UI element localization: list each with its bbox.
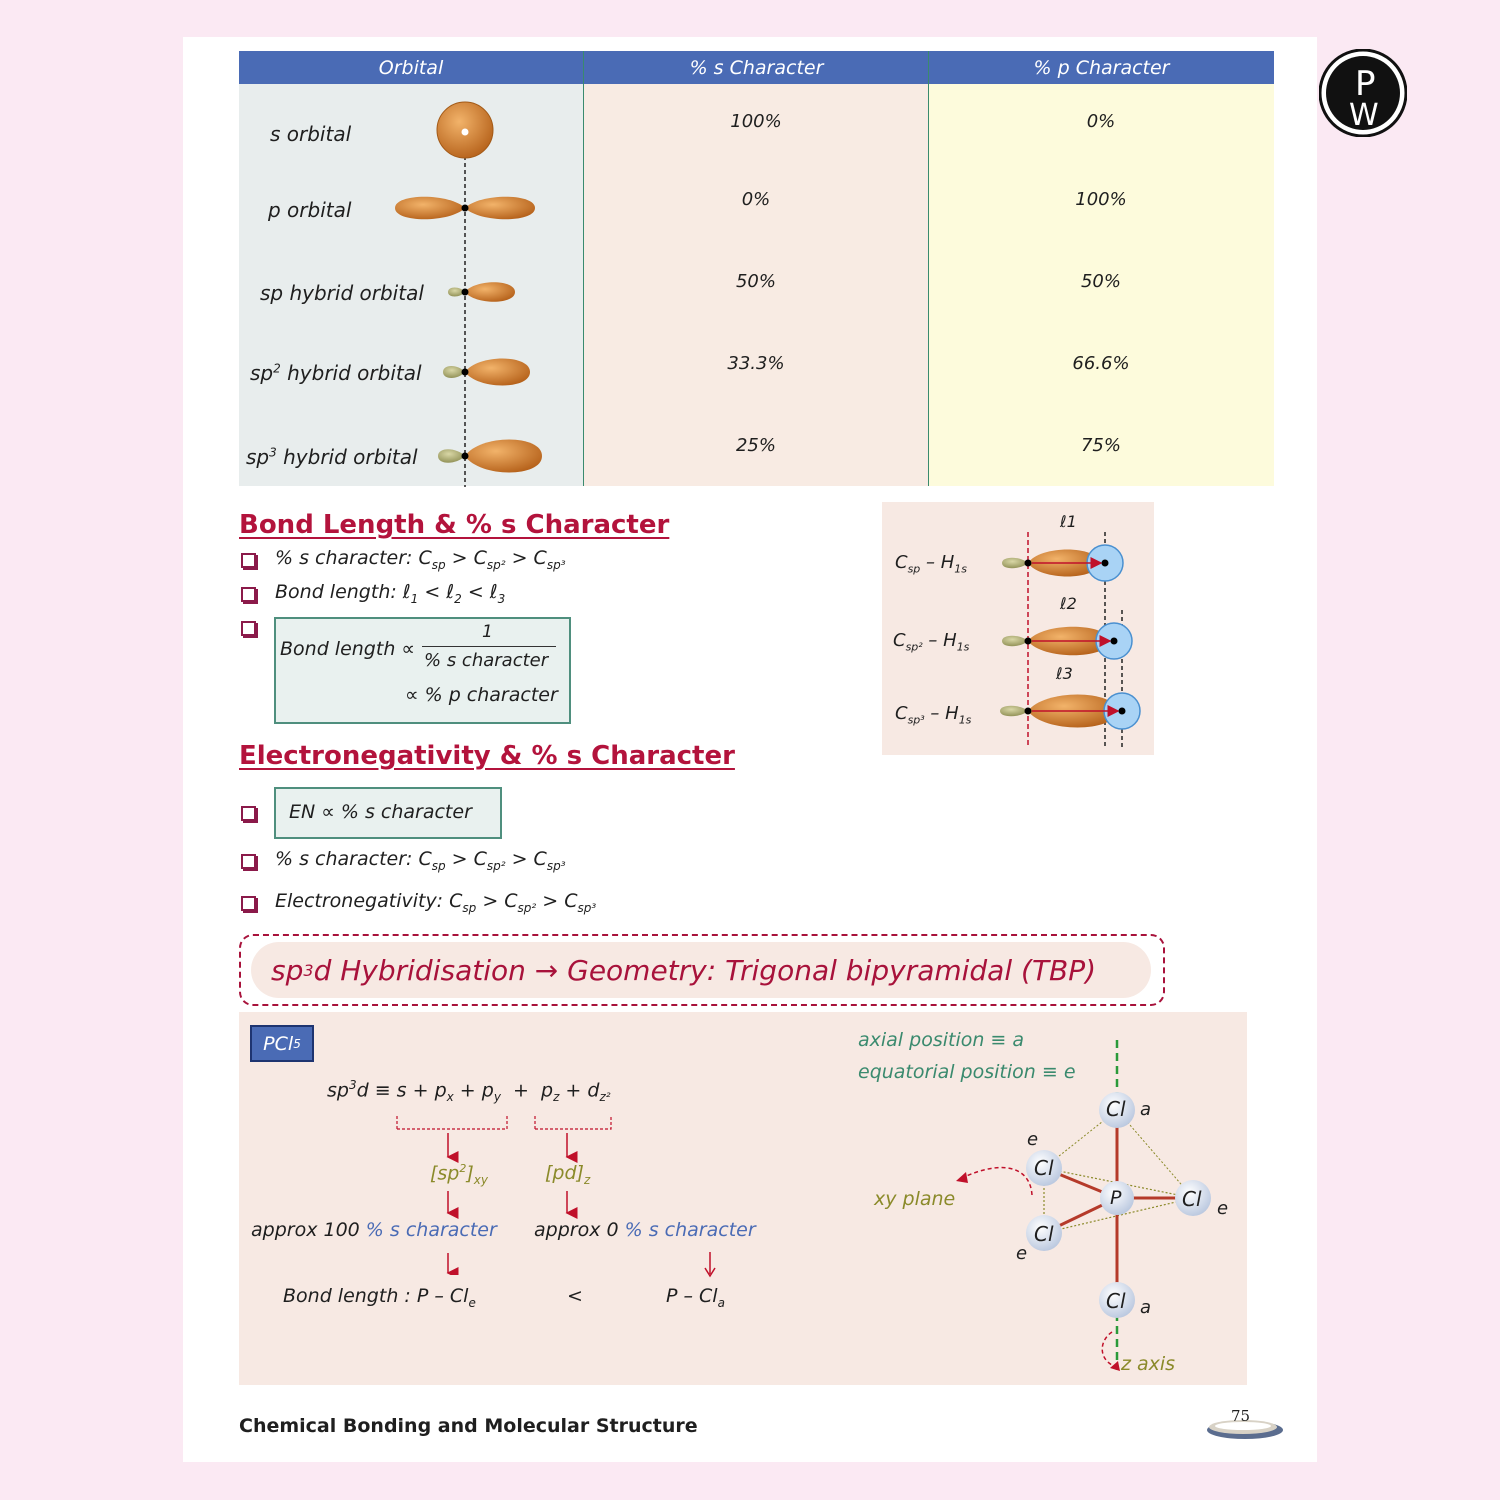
sp2-xy-group: $[sp^2]_{xy}$ (430, 1162, 488, 1188)
en-formula: EN ∝ % s character (289, 801, 472, 823)
bond-length-axial: P – $Cl_a$ (666, 1285, 725, 1310)
p-value-sp2: 66.6% (1072, 353, 1130, 374)
s-value-sp3: 25% (735, 435, 776, 456)
page-number: 75 (1231, 1407, 1251, 1425)
label-a-bottom: a (1140, 1297, 1152, 1318)
orbital-label-p: p orbital (268, 198, 352, 222)
approx-0-text: approx 0 % s character (534, 1219, 756, 1241)
bullet-icon (241, 896, 256, 911)
bond-length-heading: Bond Length & % s Character (239, 510, 670, 540)
csp3-h1s-label: $C_{sp^3} - H_{1s}$ (895, 703, 972, 727)
sp3d-banner-text: sp 3 d Hybridisation → Geometry: Trigonal bipyramidal (TBP) (251, 942, 1151, 998)
p-value-p: 100% (1075, 189, 1127, 210)
header-s-character: % s Character (583, 51, 929, 84)
electronegativity-heading: Electronegativity & % s Character (239, 741, 735, 771)
label-a-top: a (1140, 1099, 1152, 1120)
s-value-s: 100% (730, 111, 782, 132)
p-value-sp3: 75% (1080, 435, 1121, 456)
bullet-icon (241, 587, 256, 602)
orbital-shapes-diagram (380, 95, 580, 490)
bullet-icon (241, 854, 256, 869)
cl-equatorial-2: Cl (1034, 1222, 1054, 1246)
s-value-p: 0% (741, 189, 771, 210)
bullet-icon (241, 621, 256, 636)
s-value-sp: 50% (735, 271, 776, 292)
less-than-sign: < (567, 1285, 583, 1307)
bond-length-equatorial: Bond length : P – $Cl_e$ (283, 1285, 476, 1310)
bond-length-item-1: % s character: $C_{sp} > C_{sp^2} > C_{sp^3}$ (275, 547, 566, 572)
equatorial-note: equatorial position ≡ e (858, 1061, 1076, 1083)
hybrid-split-arrows (380, 1105, 630, 1275)
cl-equatorial-1: Cl (1034, 1156, 1054, 1180)
axial-note: axial position ≡ a (858, 1029, 1025, 1051)
pw-logo (1319, 49, 1407, 137)
z-axis-label: z axis (1121, 1353, 1176, 1375)
sp3d-equation: $sp^3d \equiv s + p_x + p_y + p_z + d_{z^2}$ (327, 1078, 611, 1105)
en-item-1: % s character: $C_{sp} > C_{sp^2} > C_{sp^3}$ (275, 848, 566, 873)
bond-length-p-proportional: ∝ % p character (405, 684, 558, 706)
bullet-icon (241, 553, 256, 568)
header-orbital: Orbital (239, 51, 583, 84)
l3-label: ℓ3 (1056, 664, 1073, 683)
p-center-atom: P (1110, 1187, 1122, 1209)
p-value-s: 0% (1086, 111, 1116, 132)
orbital-label-sp3: $sp^3$ hybrid orbital (246, 445, 418, 469)
fraction-denominator: % s character (424, 650, 549, 671)
approx-100-text: approx 100 % s character (251, 1219, 497, 1241)
s-value-sp2: 33.3% (727, 353, 785, 374)
arrow-down-icon (700, 1250, 720, 1280)
label-e-3: e (1217, 1198, 1229, 1219)
bullet-icon (241, 806, 256, 821)
cl-axial-bottom: Cl (1106, 1289, 1126, 1313)
orbital-label-sp: sp hybrid orbital (260, 281, 424, 305)
en-item-2: Electronegativity: $C_{sp} > C_{sp^2} > C_{sp^3}$ (275, 890, 597, 915)
bond-length-proportional: Bond length ∝ (280, 638, 415, 660)
cl-axial-top: Cl (1106, 1097, 1126, 1121)
l2-label: ℓ2 (1060, 594, 1077, 613)
label-e-1: e (1027, 1129, 1039, 1150)
svg-text:W: W (1349, 98, 1379, 133)
csp-h1s-label: $C_{sp} - H_{1s}$ (895, 552, 968, 576)
pcl5-tag: PCl 5 (250, 1025, 314, 1062)
pd-z-group: $[pd]_z$ (545, 1162, 591, 1187)
label-e-2: e (1016, 1243, 1028, 1264)
bond-length-item-2: Bond length: ℓ$_1$ < ℓ$_2$ < ℓ$_3$ (275, 581, 506, 606)
l1-label: ℓ1 (1060, 512, 1077, 531)
footer-title: Chemical Bonding and Molecular Structure (239, 1415, 698, 1437)
csp2-h1s-label: $C_{sp^2} - H_{1s}$ (893, 630, 970, 654)
header-p-character: % p Character (928, 51, 1274, 84)
fraction-numerator: 1 (482, 622, 493, 642)
svg-text:P: P (1355, 64, 1376, 104)
orbital-label-s: s orbital (270, 122, 352, 146)
xy-plane-label: xy plane (874, 1188, 956, 1210)
sp3d-banner (239, 934, 1165, 1006)
fraction-bar (422, 646, 556, 647)
p-value-sp: 50% (1080, 271, 1121, 292)
cl-equatorial-3: Cl (1182, 1187, 1202, 1211)
orbital-label-sp2: $sp^2$ hybrid orbital (250, 361, 422, 385)
